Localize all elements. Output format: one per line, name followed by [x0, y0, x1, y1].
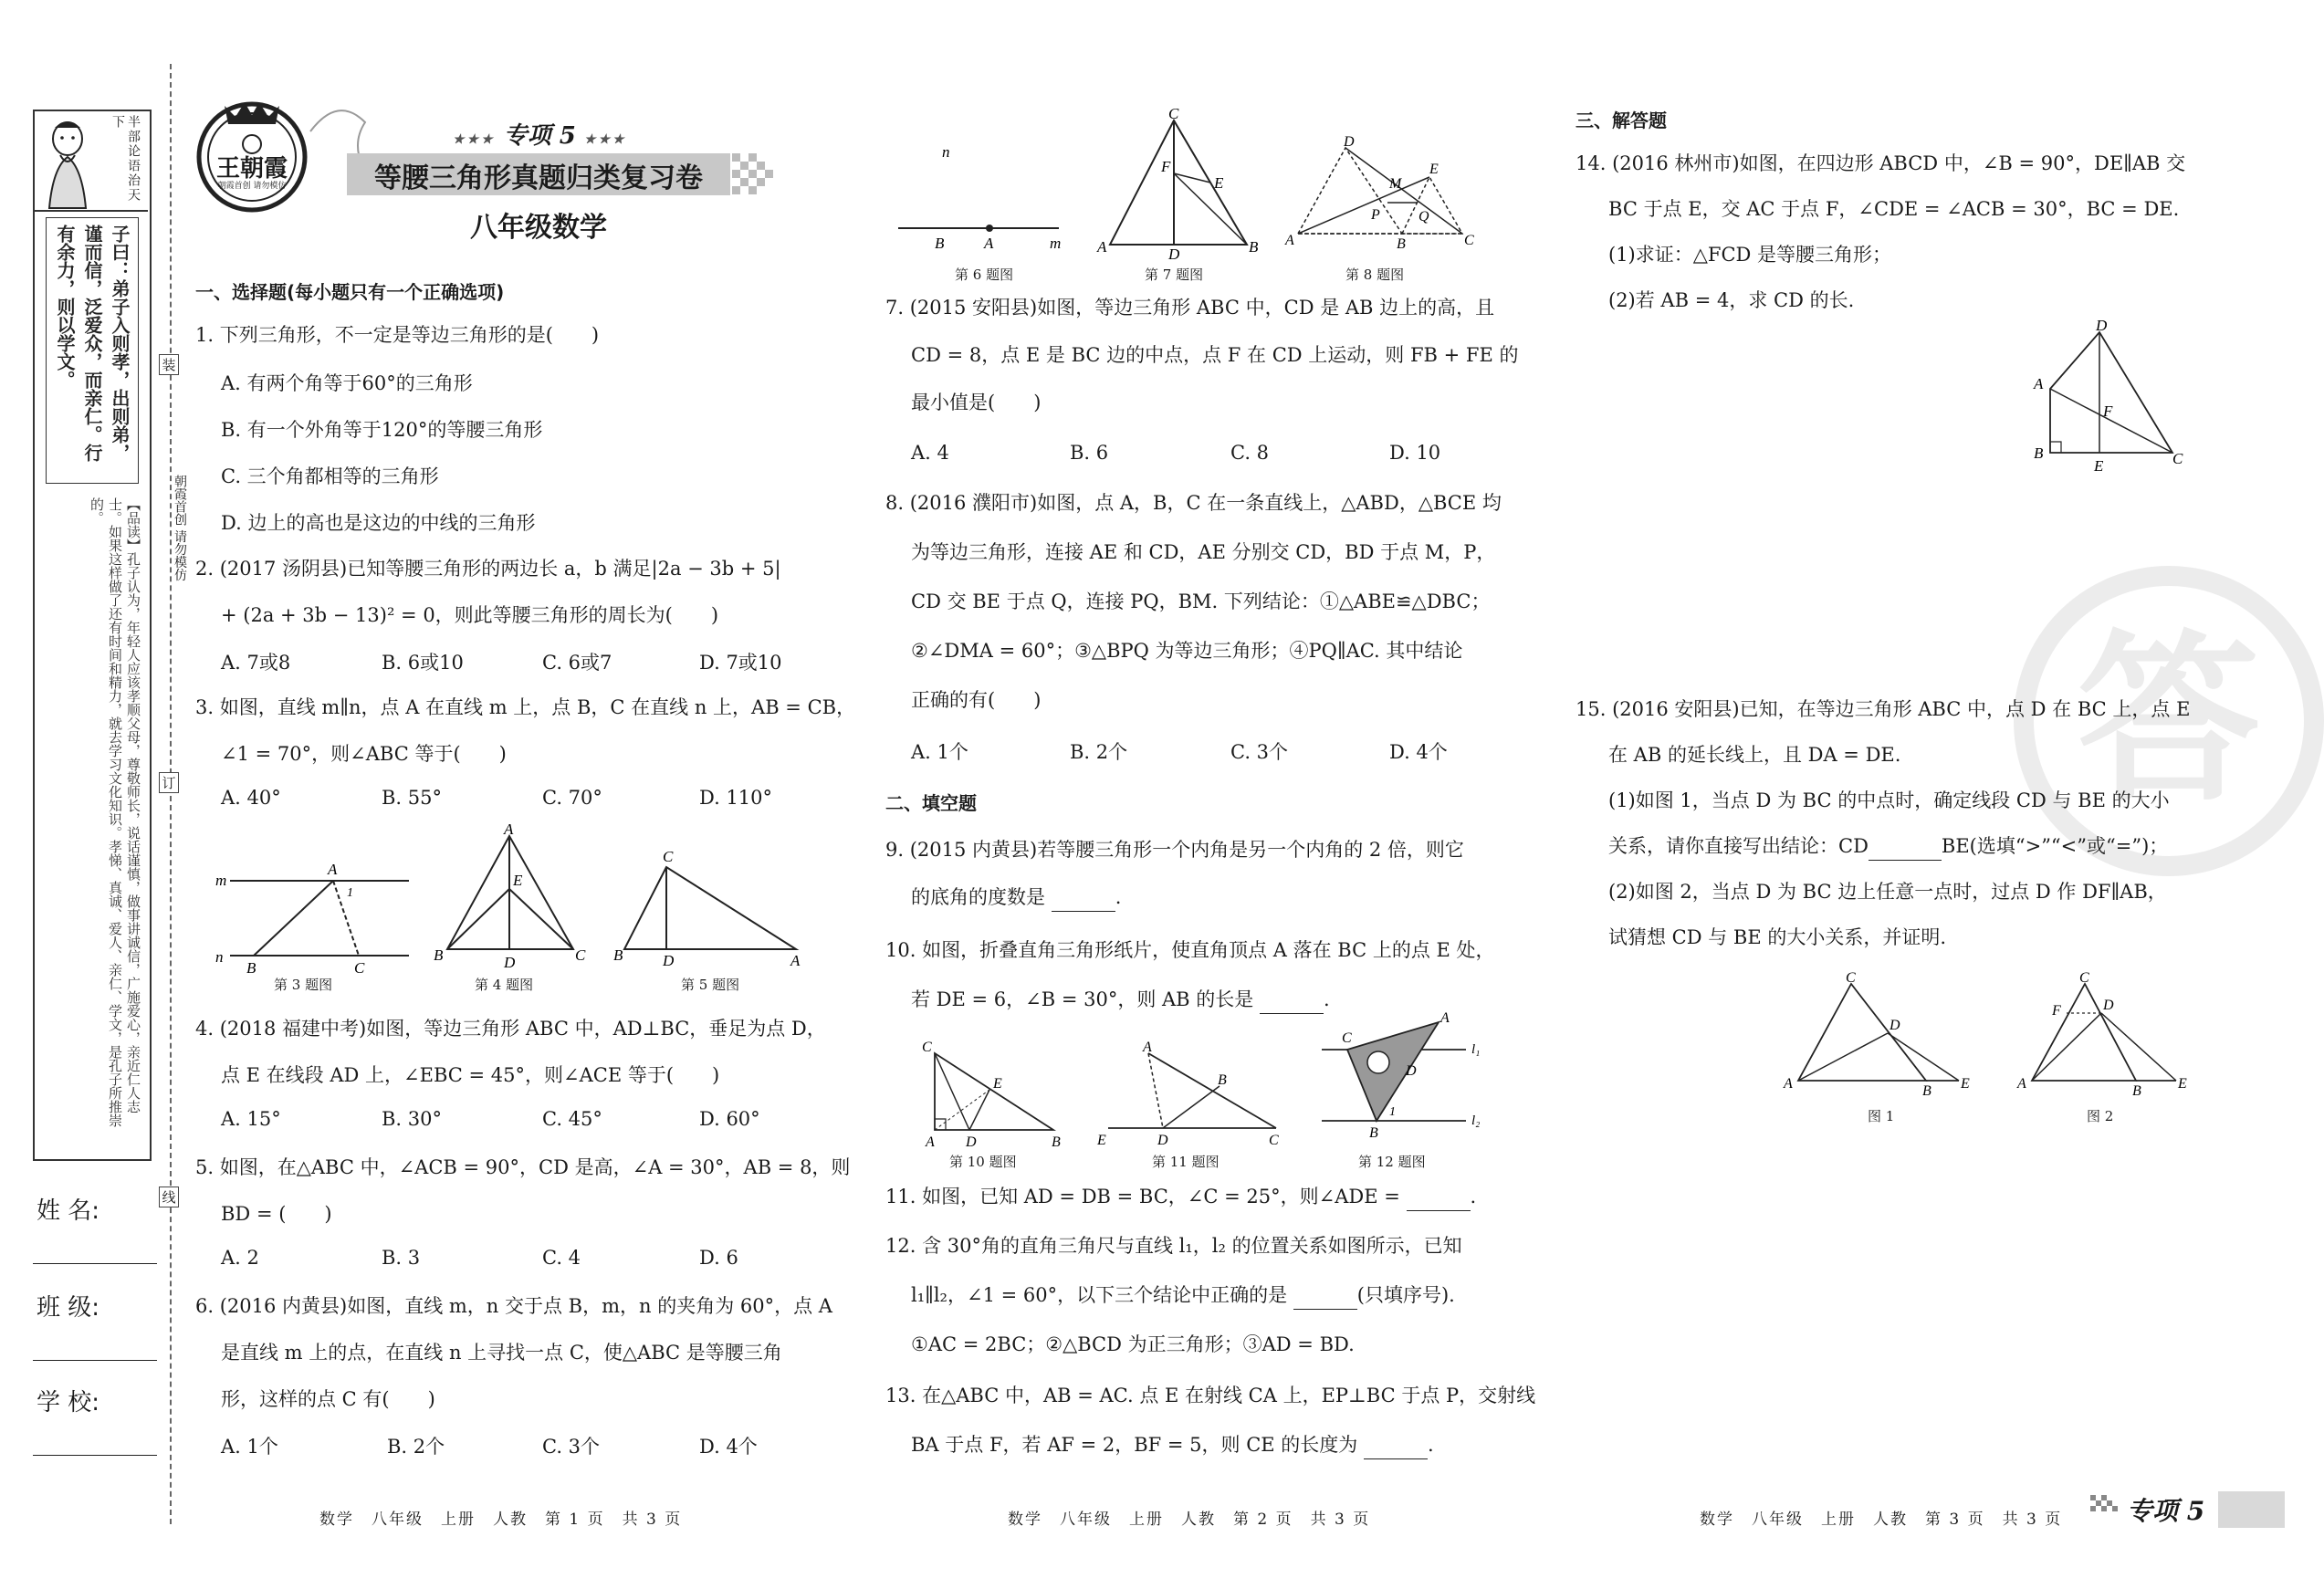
q2-line1: 2. (2017 汤阴县)已知等腰三角形的两边长 a，b 满足|2a − 3b + 5| [195, 558, 781, 580]
svg-text:D: D [1157, 1133, 1168, 1148]
q1-option-d[interactable]: D. 边上的高也是这边的中线的三角形 [221, 512, 536, 534]
svg-text:A: A [1143, 1040, 1152, 1055]
name-field[interactable] [33, 1263, 157, 1264]
q15-text: 关系，请你直接写出结论：CD [1608, 835, 1869, 857]
svg-text:B: B [2132, 1083, 2141, 1099]
q8-line2: 为等边三角形，连接 AE 和 CD，AE 分别交 CD，BD 于点 M，P， [911, 541, 1496, 563]
caption-q8: 第 8 题图 [1345, 267, 1405, 283]
q15-choice-hint: BE(选填“>”“<”或“=”)； [1941, 835, 2169, 857]
q9-period: . [1115, 886, 1122, 908]
svg-text:B: B [2034, 444, 2044, 462]
q7-option-b[interactable]: B. 6 [1070, 442, 1109, 464]
q12-line3: ①AC = 2BC；②△BCD 为正三角形；③AD = BD. [911, 1333, 1355, 1355]
q3-option-b[interactable]: B. 55° [382, 787, 443, 809]
caption-q4: 第 4 题图 [475, 977, 534, 993]
brand-logo-subtext: 朝霞首创 请勿模仿 [217, 182, 287, 191]
svg-text:C: C [575, 946, 586, 964]
corner-grey-bar [2218, 1491, 2285, 1528]
figure-q15-1 [1780, 967, 1970, 1099]
svg-text:E: E [993, 1076, 1002, 1092]
svg-text:C: C [922, 1040, 932, 1055]
brand-logo-text: 王朝霞 [215, 155, 288, 183]
q12-note: (只填序号). [1356, 1284, 1455, 1306]
section2-title: 二、填空题 [885, 792, 977, 814]
svg-text:A: A [2034, 375, 2044, 392]
q9-line1: 9. (2015 内黄县)若等腰三角形一个内角是另一个内角的 2 倍，则它 [885, 839, 1464, 861]
svg-text:M: M [1389, 176, 1402, 192]
q1-stem: 1. 下列三角形，不一定是等边三角形的是( ) [195, 324, 600, 346]
page-subtitle: 八年级数学 [470, 212, 607, 244]
svg-text:D: D [2103, 998, 2114, 1013]
star-right-icon: ★★★ [583, 132, 627, 147]
watermark-text: 答 [2077, 614, 2260, 827]
svg-text:P: P [1371, 207, 1380, 223]
q13-line1: 13. 在△ABC 中，AB = AC. 点 E 在射线 CA 上，EP⊥BC 于点 P，交射线 [885, 1385, 1536, 1406]
q4-line2: 点 E 在线段 AD 上，∠EBC = 45°，则∠ACE 等于( ) [221, 1064, 720, 1086]
q13-answer-blank[interactable] [1364, 1431, 1428, 1459]
svg-text:A: A [1784, 1076, 1793, 1092]
svg-text:C: C [663, 848, 674, 865]
svg-text:n: n [215, 948, 224, 966]
q14-line2: BC 于点 E，交 AC 于点 F，∠CDE = ∠ACB = 30°，BC = DE. [1608, 198, 2180, 220]
svg-text:E: E [1961, 1076, 1970, 1092]
svg-text:B: B [1249, 238, 1259, 256]
svg-text:l₂: l₂ [1471, 1113, 1481, 1128]
svg-text:C: C [2079, 970, 2089, 986]
figure-q11 [1095, 1039, 1287, 1150]
q3-option-d[interactable]: D. 110° [699, 787, 773, 809]
q3-line1: 3. 如图，直线 m∥n，点 A 在直线 m 上，点 B，C 在直线 n 上，AB = CB， [195, 696, 856, 718]
svg-text:D: D [504, 954, 516, 971]
svg-text:A: A [790, 952, 801, 969]
q15-line5: (2)如图 2，当点 D 为 BC 边上任意一点时，过点 D 作 DF∥AB， [1608, 881, 2167, 903]
q3-option-a[interactable]: A. 40° [221, 787, 281, 809]
page-title: 等腰三角形真题归类复习卷 [374, 162, 703, 194]
q8-line1: 8. (2016 濮阳市)如图，点 A，B，C 在一条直线上，△ABD，△BCE 均 [885, 492, 1502, 514]
q9-answer-blank[interactable] [1052, 883, 1115, 912]
q12-text: l₁∥l₂，∠1 = 60°，以下三个结论中正确的是 [911, 1284, 1288, 1306]
svg-text:F: F [1161, 158, 1171, 175]
q11-answer-blank[interactable] [1407, 1183, 1471, 1211]
q6-line3: 形，这样的点 C 有( ) [221, 1388, 435, 1410]
figure-q5 [612, 847, 812, 977]
svg-text:E: E [1097, 1133, 1106, 1148]
q15-line3: (1)如图 1，当点 D 为 BC 的中点时，确定线段 CD 与 BE 的大小 [1608, 789, 2170, 811]
q1-option-a[interactable]: A. 有两个角等于60°的三角形 [221, 372, 473, 394]
school-field[interactable] [33, 1455, 157, 1456]
svg-text:B: B [1922, 1083, 1931, 1099]
svg-text:1: 1 [347, 886, 353, 900]
caption-q5: 第 5 题图 [681, 977, 740, 993]
star-left-icon: ★★★ [453, 132, 496, 147]
q8-line3: CD 交 BE 于点 Q，连接 PQ，BM. 下列结论：①△ABE≌△DBC； [911, 591, 1491, 612]
svg-text:A: A [1285, 233, 1294, 248]
svg-text:C: C [1464, 233, 1474, 248]
q3-line2: ∠1 = 70°，则∠ABC 等于( ) [221, 743, 507, 765]
svg-text:E: E [2178, 1076, 2187, 1092]
binding-line [170, 64, 172, 1524]
svg-text:B: B [434, 946, 444, 964]
q10-line1: 10. 如图，折叠直角三角形纸片，使直角顶点 A 落在 BC 上的点 E 处， [885, 939, 1495, 961]
svg-text:F: F [2103, 402, 2113, 420]
caption-fig2: 图 2 [2087, 1108, 2114, 1124]
svg-text:B: B [613, 946, 623, 964]
q13-period: . [1427, 1434, 1434, 1456]
caption-q12: 第 12 题图 [1358, 1154, 1426, 1170]
q5-option-b[interactable]: B. 3 [382, 1247, 421, 1269]
q5-line2: BD = ( ) [221, 1203, 332, 1225]
figure-q8 [1283, 131, 1481, 265]
q10-line2 [911, 986, 1330, 1014]
footer-page3: 数学 八年级 上册 人教 第 3 页 共 3 页 [1700, 1511, 2063, 1529]
svg-text:C: C [1846, 970, 1856, 986]
q7-line2: CD = 8，点 E 是 BC 边的中点，点 F 在 CD 上运动，则 FB + FE 的 [911, 344, 1519, 366]
q7-option-a[interactable]: A. 4 [911, 442, 949, 464]
svg-text:Q: Q [1418, 209, 1429, 225]
svg-text:C: C [1342, 1030, 1352, 1046]
caption-q10: 第 10 题图 [949, 1154, 1017, 1170]
svg-text:l₁: l₁ [1471, 1042, 1481, 1057]
caption-q3: 第 3 题图 [274, 977, 333, 993]
q8-line4: ②∠DMA = 60°；③△BPQ 为等边三角形；④PQ∥AC. 其中结论 [911, 640, 1463, 662]
figure-q4 [429, 823, 593, 977]
q7-line1: 7. (2015 安阳县)如图，等边三角形 ABC 中，CD 是 AB 边上的高，且 [885, 297, 1495, 319]
checker-decoration-icon [732, 153, 798, 195]
q6-line1: 6. (2016 内黄县)如图，直线 m，n 交于点 B，m，n 的夹角为 60°，点 A [195, 1295, 832, 1317]
class-field[interactable] [33, 1360, 157, 1361]
q4-line1: 4. (2018 福建中考)如图，等边三角形 ABC 中，AD⊥BC，垂足为点 D， [195, 1018, 826, 1040]
svg-text:D: D [966, 1134, 977, 1150]
svg-text:D: D [1344, 134, 1355, 150]
svg-text:B: B [246, 959, 256, 977]
svg-text:D: D [1168, 246, 1180, 263]
special-label-text: 专项 5 [503, 122, 576, 150]
svg-text:A: A [504, 821, 514, 838]
q15-line2: 在 AB 的延长线上，且 DA = DE. [1608, 744, 1901, 766]
q11-line [885, 1183, 1476, 1211]
svg-text:D: D [1406, 1063, 1417, 1079]
svg-text:F: F [2052, 1003, 2061, 1019]
confucius-portrait-icon [37, 113, 99, 208]
q9-text: 的底角的度数是 [911, 886, 1045, 908]
q6-option-c[interactable]: C. 3个 [542, 1436, 601, 1458]
svg-text:E: E [1429, 162, 1439, 177]
caption-q11: 第 11 题图 [1152, 1154, 1220, 1170]
figure-q6 [891, 137, 1073, 256]
q5-option-d[interactable]: D. 6 [699, 1247, 738, 1269]
q4-option-a[interactable]: A. 15° [221, 1108, 281, 1130]
corner-special-tag: 专项 5 [2127, 1496, 2205, 1526]
corner-checker-icon [2090, 1495, 2123, 1528]
binding-mark-1: 装 [159, 354, 179, 375]
svg-text:1: 1 [1389, 1105, 1396, 1119]
svg-text:D: D [663, 952, 675, 969]
q8-option-c[interactable]: C. 3个 [1230, 741, 1289, 763]
svg-text:A: A [926, 1134, 935, 1150]
q9-line2 [911, 883, 1121, 912]
q4-option-c[interactable]: C. 45° [542, 1108, 602, 1130]
q2-line2: + (2a + 3b − 13)² = 0，则此等腰三角形的周长为( ) [221, 604, 719, 626]
q13-text: BA 于点 F，若 AF = 2，BF = 5，则 CE 的长度为 [911, 1434, 1358, 1456]
caption-q7: 第 7 题图 [1145, 267, 1204, 283]
class-label: 班 级: [37, 1294, 100, 1322]
svg-text:B: B [1397, 236, 1406, 252]
q7-line3: 最小值是( ) [911, 392, 1042, 413]
q15-line6: 试猜想 CD 与 BE 的大小关系，并证明. [1608, 926, 1947, 948]
q8-option-d[interactable]: D. 4个 [1389, 741, 1448, 763]
figure-q7 [1086, 106, 1269, 265]
sidebar-motto: 半部论语治天下 [110, 115, 141, 203]
svg-text:D: D [2096, 317, 2108, 334]
q7-option-d[interactable]: D. 10 [1389, 442, 1441, 464]
q4-option-d[interactable]: D. 60° [699, 1108, 760, 1130]
footer-page2: 数学 八年级 上册 人教 第 2 页 共 3 页 [1008, 1511, 1371, 1529]
special-label [453, 117, 627, 151]
q1-option-b[interactable]: B. 有一个外角等于120°的等腰三角形 [221, 419, 543, 441]
caption-q6: 第 6 题图 [955, 267, 1014, 283]
q1-option-c[interactable]: C. 三个角都相等的三角形 [221, 465, 439, 487]
school-label: 学 校: [37, 1389, 100, 1417]
sidebar-reading: 【品读】孔子认为，年轻人应该孝顺父母，尊敬师长，说话谨慎，做事讲诚信，广施爱心，亲近仁人志士。如果这样做了还有时间和精力，就去学习文化知识。孝悌、真诚、爱人、亲仁、学文，是孔子所推崇的。 [89, 497, 141, 1127]
svg-text:A: A [328, 861, 338, 878]
figure-q3 [210, 849, 420, 977]
q14-line3: (1)求证：△FCD 是等腰三角形； [1608, 244, 1892, 266]
q7-option-c[interactable]: C. 8 [1230, 442, 1270, 464]
q5-option-a[interactable]: A. 2 [221, 1247, 259, 1269]
section3-title: 三、解答题 [1576, 110, 1667, 131]
binding-mark-2: 朝霞首创 请勿模仿 [173, 475, 187, 581]
q15-answer-blank[interactable] [1869, 832, 1942, 861]
footer-page1: 数学 八年级 上册 人教 第 1 页 共 3 页 [319, 1511, 683, 1529]
q10-period: . [1323, 988, 1330, 1010]
q15-line1: 15. (2016 安阳县)已知，在等边三角形 ABC 中，点 D 在 BC 上，点 E [1576, 698, 2191, 720]
q2-option-a[interactable]: A. 7或8 [221, 652, 291, 674]
q3-option-c[interactable]: C. 70° [542, 787, 602, 809]
q14-line1: 14. (2016 林州市)如图，在四边形 ABCD 中，∠B = 90°，DE∥AB 交 [1576, 152, 2186, 174]
q8-option-a[interactable]: A. 1个 [911, 741, 968, 763]
svg-text:E: E [1214, 174, 1224, 192]
figure-q15-2 [2012, 967, 2200, 1099]
caption-fig1: 图 1 [1868, 1108, 1895, 1124]
svg-text:E: E [513, 872, 523, 889]
q8-line5: 正确的有( ) [911, 689, 1042, 711]
section1-title: 一、选择题(每小题只有一个正确选项) [195, 281, 505, 303]
q11-period: . [1470, 1186, 1477, 1207]
sidebar-quote: 子曰：弟子入则孝，出则弟，谨而信，泛爱众，而亲仁。行有余力，则以学文。 [54, 225, 131, 462]
svg-text:n: n [942, 143, 950, 161]
q2-option-c[interactable]: C. 6或7 [542, 652, 612, 674]
svg-text:B: B [1218, 1072, 1227, 1088]
svg-text:m: m [1050, 235, 1062, 252]
svg-text:C: C [2172, 450, 2183, 467]
q15-line4 [1608, 832, 2168, 861]
q14-line4: (2)若 AB = 4，求 CD 的长. [1608, 289, 1855, 311]
q11-text: 11. 如图，已知 AD = DB = BC，∠C = 25°，则∠ADE = [885, 1186, 1400, 1207]
svg-text:E: E [2094, 457, 2104, 475]
q12-line1: 12. 含 30°角的直角三角尺与直线 l₁，l₂ 的位置关系如图所示，已知 [885, 1235, 1462, 1257]
svg-text:D: D [1890, 1018, 1900, 1033]
q2-option-d[interactable]: D. 7或10 [699, 652, 782, 674]
q12-line2 [911, 1281, 1455, 1310]
q4-option-b[interactable]: B. 30° [382, 1108, 443, 1130]
svg-text:C: C [1269, 1133, 1279, 1148]
svg-text:A: A [984, 235, 994, 252]
figure-q14 [2026, 317, 2191, 482]
q6-line2: 是直线 m 上的点，在直线 n 上寻找一点 C，使△ABC 是等腰三角 [221, 1342, 782, 1364]
q10-text: 若 DE = 6，∠B = 30°，则 AB 的长是 [911, 988, 1254, 1010]
q12-answer-blank[interactable] [1293, 1281, 1357, 1310]
name-label: 姓 名: [37, 1197, 100, 1225]
binding-mark-3: 订 [159, 772, 179, 793]
binding-mark-4: 线 [159, 1187, 179, 1207]
q6-option-a[interactable]: A. 1个 [221, 1436, 278, 1458]
q5-option-c[interactable]: C. 4 [542, 1247, 581, 1269]
q6-option-d[interactable]: D. 4个 [699, 1436, 758, 1458]
svg-text:C: C [1168, 105, 1179, 122]
svg-text:A: A [1097, 238, 1107, 256]
svg-text:C: C [354, 959, 365, 977]
svg-text:B: B [935, 235, 945, 252]
svg-text:A: A [1440, 1010, 1450, 1026]
figure-q10 [916, 1039, 1072, 1150]
figure-q12 [1314, 1009, 1497, 1150]
svg-text:B: B [1052, 1134, 1061, 1150]
svg-text:A: A [2017, 1076, 2026, 1092]
q8-option-b[interactable]: B. 2个 [1070, 741, 1128, 763]
svg-text:B: B [1369, 1125, 1378, 1141]
q6-option-b[interactable]: B. 2个 [387, 1436, 445, 1458]
svg-text:m: m [215, 872, 227, 889]
q5-line1: 5. 如图，在△ABC 中，∠ACB = 90°，CD 是高，∠A = 30°，AB = 8，则 [195, 1156, 851, 1178]
q13-line2 [911, 1431, 1434, 1459]
q2-option-b[interactable]: B. 6或10 [382, 652, 464, 674]
